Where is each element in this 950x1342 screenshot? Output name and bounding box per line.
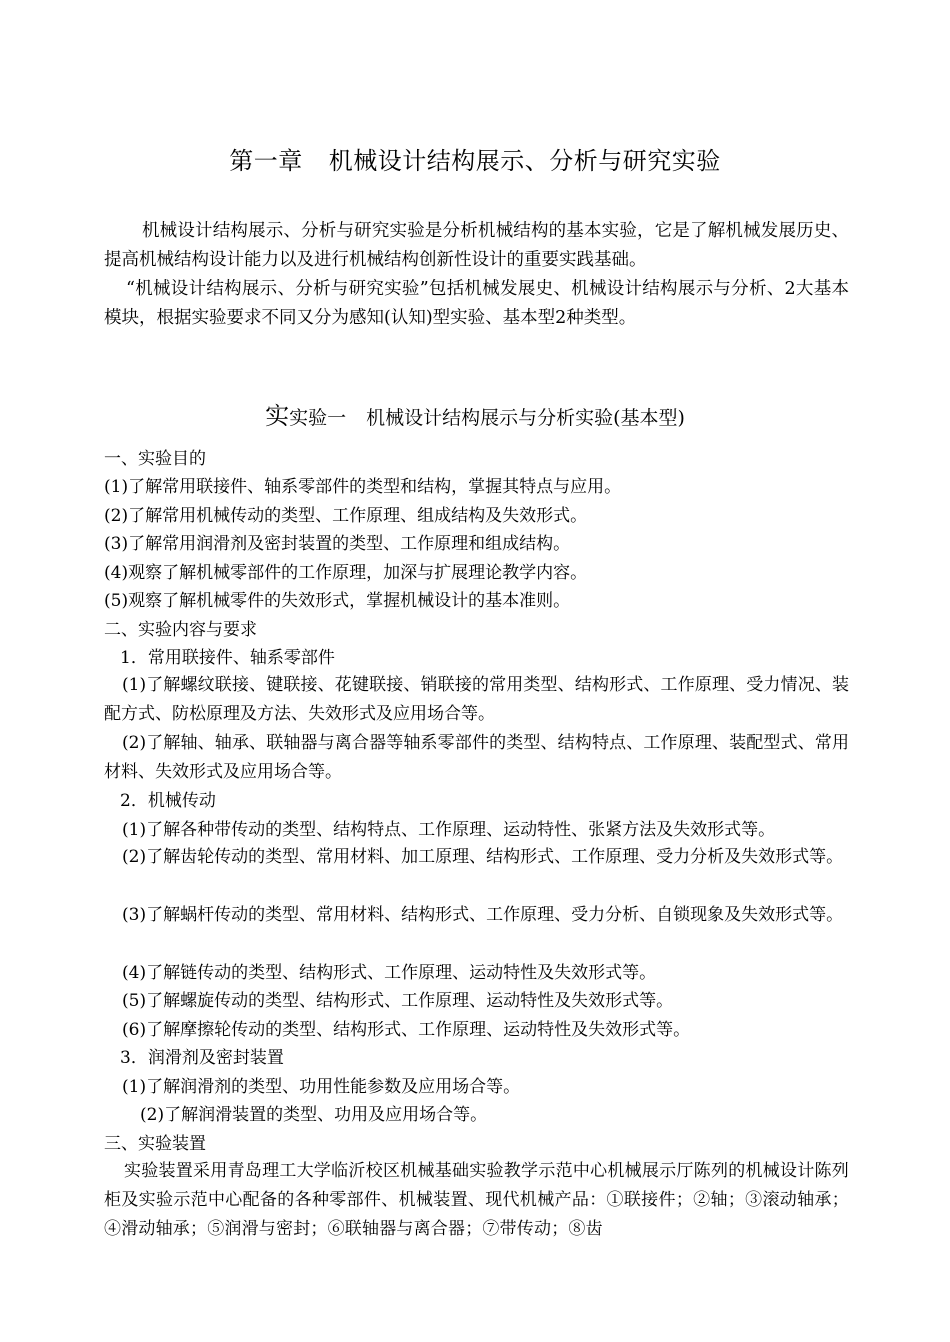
section-heading-purpose: 一、实验目的: [104, 449, 206, 469]
purpose-item-1: (1)了解常用联接件、轴系零部件的类型和结构，掌握其特点与应用。: [104, 477, 622, 497]
content-item-2-5: (5)了解螺旋传动的类型、结构形式、工作原理、运动特性及失效形式等。: [122, 991, 674, 1011]
chapter-name: 机械设计结构展示、分析与研究实验: [328, 147, 721, 175]
subheading-lubrication: 3．润滑剂及密封装置: [120, 1048, 284, 1068]
content-item-2-3: (3)了解蜗杆传动的类型、常用材料、结构形式、工作原理、受力分析、自锁现象及失效形式等。: [122, 905, 844, 925]
subheading-connectors: 1．常用联接件、轴系零部件: [120, 648, 335, 668]
content-item-2-4: (4)了解链传动的类型、结构形式、工作原理、运动特性及失效形式等。: [122, 963, 657, 983]
experiment-name: 机械设计结构展示与分析实验(基本型): [366, 407, 685, 429]
chapter-title: [0, 146, 950, 176]
experiment-title-char: 实: [265, 402, 290, 430]
section-heading-content: 二、实验内容与要求: [104, 620, 257, 640]
intro-paragraph-2: “机械设计结构展示、分析与研究实验”包括机械发展史、机械设计结构展示与分析、2大基本模块，根据实验要求不同又分为感知(认知)型实验、基本型2种类型。: [104, 279, 849, 328]
purpose-item-5: (5)观察了解机械零件的失效形式，掌握机械设计的基本准则。: [104, 591, 571, 611]
chapter-number: 第一章: [229, 147, 303, 175]
content-item-1-1: (1)了解螺纹联接、键联接、花键联接、销联接的常用类型、结构形式、工作原理、受力情况、装配方式、防松原理及方法、失效形式及应用场合等。: [104, 675, 849, 724]
intro-paragraph-1: 机械设计结构展示、分析与研究实验是分析机械结构的基本实验，它是了解机械发展历史、提高机械结构设计能力以及进行机械结构创新性设计的重要实践基础。: [104, 221, 849, 270]
section-heading-apparatus: 三、实验装置: [104, 1134, 206, 1154]
content-item-2-2: (2)了解齿轮传动的类型、常用材料、加工原理、结构形式、工作原理、受力分析及失效形式等。: [122, 847, 844, 867]
experiment-title: [0, 402, 950, 432]
experiment-number: 实验一: [289, 407, 347, 429]
content-item-3-2: (2)了解润滑装置的类型、功用及应用场合等。: [140, 1105, 488, 1125]
purpose-item-3: (3)了解常用润滑剂及密封装置的类型、工作原理和组成结构。: [104, 534, 571, 554]
content-item-2-6: (6)了解摩擦轮传动的类型、结构形式、工作原理、运动特性及失效形式等。: [122, 1020, 691, 1040]
apparatus-paragraph: 实验装置采用青岛理工大学临沂校区机械基础实验教学示范中心机械展示厅陈列的机械设计陈列柜及实验示范中心配备的各种零部件、机械装置、现代机械产品：①联接件；②轴；③滚动轴承；④滑动轴承；⑤润滑与密封；⑥联轴器与离合器；⑦带传动；⑧齿: [104, 1161, 849, 1239]
purpose-item-4: (4)观察了解机械零部件的工作原理，加深与扩展理论教学内容。: [104, 563, 588, 583]
content-item-2-1: (1)了解各种带传动的类型、结构特点、工作原理、运动特性、张紧方法及失效形式等。: [122, 820, 776, 840]
subheading-transmission: 2．机械传动: [120, 791, 216, 811]
content-item-1-2: (2)了解轴、轴承、联轴器与离合器等轴系零部件的类型、结构特点、工作原理、装配型式、常用材料、失效形式及应用场合等。: [104, 733, 849, 782]
purpose-item-2: (2)了解常用机械传动的类型、工作原理、组成结构及失效形式。: [104, 506, 588, 526]
content-item-3-1: (1)了解润滑剂的类型、功用性能参数及应用场合等。: [122, 1077, 521, 1097]
